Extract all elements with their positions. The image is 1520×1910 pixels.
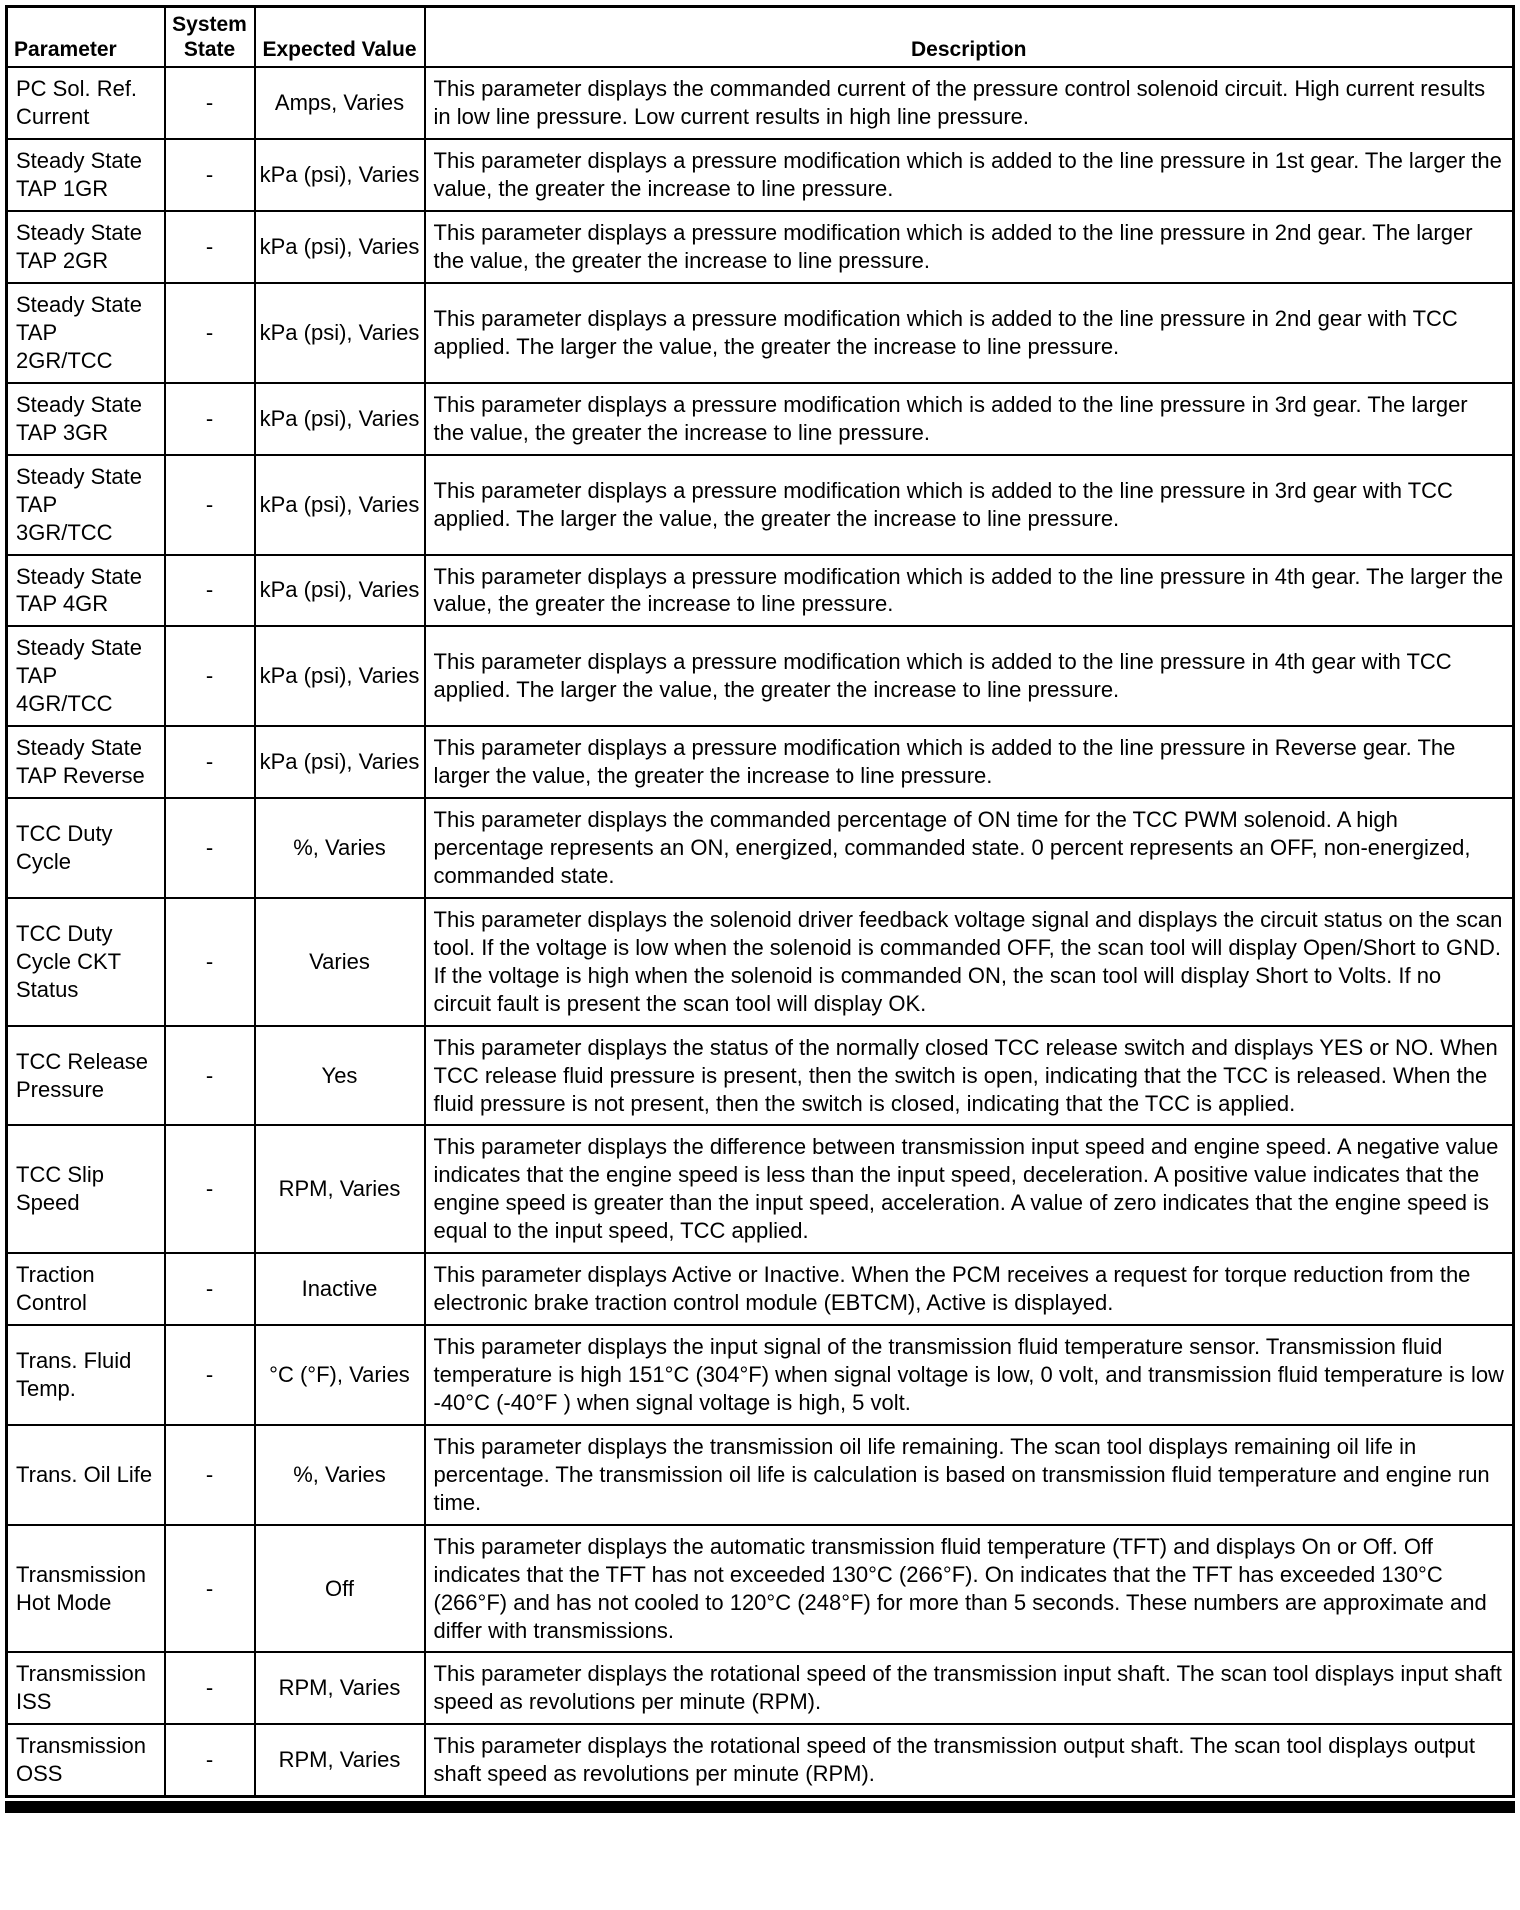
system-state-cell: - bbox=[165, 1125, 255, 1253]
table-row bbox=[7, 555, 1514, 627]
table-row bbox=[7, 211, 1514, 283]
parameter-cell: Trans. Oil Life bbox=[7, 1425, 165, 1525]
table-row bbox=[7, 383, 1514, 455]
parameter-cell: Steady State TAP 1GR bbox=[7, 139, 165, 211]
parameter-cell: Trans. Fluid Temp. bbox=[7, 1325, 165, 1425]
description-cell: This parameter displays a pressure modification which is added to the line pressure in 4th gear with TCC applied. The larger the value, the greater the increase to line pressure. bbox=[425, 626, 1514, 726]
system-state-cell: - bbox=[165, 1425, 255, 1525]
table-row bbox=[7, 455, 1514, 555]
expected-value-cell: Varies bbox=[255, 898, 425, 1026]
description-cell: This parameter displays the status of the normally closed TCC release switch and displays YES or NO. When TCC release fluid pressure is present, then the switch is open, indicating that the TCC is released. When the fluid pressure is not present, then the switch is closed, indicating that the TCC is applied. bbox=[425, 1026, 1514, 1126]
parameter-cell: Steady State TAP 3GR/TCC bbox=[7, 455, 165, 555]
expected-value-cell: Inactive bbox=[255, 1253, 425, 1325]
parameter-cell: PC Sol. Ref. Current bbox=[7, 67, 165, 139]
header-row bbox=[7, 7, 1514, 68]
system-state-cell: - bbox=[165, 1325, 255, 1425]
system-state-cell: - bbox=[165, 726, 255, 798]
description-cell: This parameter displays the solenoid driver feedback voltage signal and displays the circuit status on the scan tool. If the voltage is low when the solenoid is commanded OFF, the scan tool will display Open/Short to GND. If the voltage is high when the solenoid is commanded ON, the scan tool will display Short to Volts. If no circuit fault is present the scan tool will display OK. bbox=[425, 898, 1514, 1026]
system-state-cell: - bbox=[165, 1253, 255, 1325]
description-cell: This parameter displays a pressure modification which is added to the line pressure in 3rd gear with TCC applied. The larger the value, the greater the increase to line pressure. bbox=[425, 455, 1514, 555]
description-cell: This parameter displays Active or Inactive. When the PCM receives a request for torque reduction from the electronic brake traction control module (EBTCM), Active is displayed. bbox=[425, 1253, 1514, 1325]
system-state-cell: - bbox=[165, 383, 255, 455]
system-state-cell: - bbox=[165, 798, 255, 898]
system-state-cell: - bbox=[165, 139, 255, 211]
description-cell: This parameter displays the transmission oil life remaining. The scan tool displays remaining oil life in percentage. The transmission oil life is calculation is based on transmission fluid temperature and engine run time. bbox=[425, 1425, 1514, 1525]
parameter-cell: Steady State TAP 2GR/TCC bbox=[7, 283, 165, 383]
table-body bbox=[7, 67, 1514, 1796]
system-state-cell: - bbox=[165, 1724, 255, 1796]
expected-value-cell: Yes bbox=[255, 1026, 425, 1126]
system-state-cell: - bbox=[165, 1026, 255, 1126]
description-cell: This parameter displays the commanded current of the pressure control solenoid circuit. High current results in low line pressure. Low current results in high line pressure. bbox=[425, 67, 1514, 139]
parameter-cell: TCC Release Pressure bbox=[7, 1026, 165, 1126]
system-state-cell: - bbox=[165, 1652, 255, 1724]
expected-value-cell: °C (°F), Varies bbox=[255, 1325, 425, 1425]
table-row bbox=[7, 626, 1514, 726]
table-row bbox=[7, 1425, 1514, 1525]
description-cell: This parameter displays a pressure modification which is added to the line pressure in 1st gear. The larger the value, the greater the increase to line pressure. bbox=[425, 139, 1514, 211]
expected-value-cell: kPa (psi), Varies bbox=[255, 626, 425, 726]
description-cell: This parameter displays a pressure modification which is added to the line pressure in 4th gear. The larger the value, the greater the increase to line pressure. bbox=[425, 555, 1514, 627]
table-row bbox=[7, 1125, 1514, 1253]
parameter-cell: Traction Control bbox=[7, 1253, 165, 1325]
page-bottom-rule bbox=[5, 1801, 1515, 1813]
description-cell: This parameter displays a pressure modification which is added to the line pressure in Reverse gear. The larger the value, the greater the increase to line pressure. bbox=[425, 726, 1514, 798]
parameter-cell: Transmission Hot Mode bbox=[7, 1525, 165, 1653]
expected-value-cell: kPa (psi), Varies bbox=[255, 383, 425, 455]
parameter-cell: TCC Slip Speed bbox=[7, 1125, 165, 1253]
description-cell: This parameter displays a pressure modification which is added to the line pressure in 3rd gear. The larger the value, the greater the increase to line pressure. bbox=[425, 383, 1514, 455]
expected-value-cell: Off bbox=[255, 1525, 425, 1653]
table-row bbox=[7, 67, 1514, 139]
parameter-cell: Transmission OSS bbox=[7, 1724, 165, 1796]
header-parameter: Parameter bbox=[7, 7, 165, 68]
parameter-table bbox=[5, 5, 1515, 1798]
table-row bbox=[7, 898, 1514, 1026]
header-description: Description bbox=[425, 7, 1514, 68]
system-state-cell: - bbox=[165, 555, 255, 627]
description-cell: This parameter displays the difference between transmission input speed and engine speed. A negative value indicates that the engine speed is less than the input speed, deceleration. A positive value indicates that the engine speed is greater than the input speed, acceleration. A value of zero indicates that the engine speed is equal to the input speed, TCC applied. bbox=[425, 1125, 1514, 1253]
expected-value-cell: %, Varies bbox=[255, 1425, 425, 1525]
description-cell: This parameter displays a pressure modification which is added to the line pressure in 2nd gear with TCC applied. The larger the value, the greater the increase to line pressure. bbox=[425, 283, 1514, 383]
parameter-cell: Steady State TAP 4GR bbox=[7, 555, 165, 627]
description-cell: This parameter displays a pressure modification which is added to the line pressure in 2nd gear. The larger the value, the greater the increase to line pressure. bbox=[425, 211, 1514, 283]
system-state-cell: - bbox=[165, 898, 255, 1026]
expected-value-cell: kPa (psi), Varies bbox=[255, 283, 425, 383]
expected-value-cell: RPM, Varies bbox=[255, 1125, 425, 1253]
table-row bbox=[7, 283, 1514, 383]
table-row bbox=[7, 1525, 1514, 1653]
parameter-cell: Steady State TAP 2GR bbox=[7, 211, 165, 283]
table-row bbox=[7, 1724, 1514, 1796]
parameter-cell: TCC Duty Cycle bbox=[7, 798, 165, 898]
table-row bbox=[7, 1325, 1514, 1425]
expected-value-cell: kPa (psi), Varies bbox=[255, 139, 425, 211]
parameter-cell: Steady State TAP 4GR/TCC bbox=[7, 626, 165, 726]
expected-value-cell: RPM, Varies bbox=[255, 1724, 425, 1796]
table-row bbox=[7, 1652, 1514, 1724]
table-row bbox=[7, 139, 1514, 211]
table-row bbox=[7, 1026, 1514, 1126]
expected-value-cell: kPa (psi), Varies bbox=[255, 726, 425, 798]
expected-value-cell: %, Varies bbox=[255, 798, 425, 898]
expected-value-cell: Amps, Varies bbox=[255, 67, 425, 139]
expected-value-cell: kPa (psi), Varies bbox=[255, 555, 425, 627]
parameter-cell: TCC Duty Cycle CKT Status bbox=[7, 898, 165, 1026]
header-expected-value: Expected Value bbox=[255, 7, 425, 68]
description-cell: This parameter displays the commanded percentage of ON time for the TCC PWM solenoid. A high percentage represents an ON, energized, commanded state. 0 percent represents an OFF, non-energized, commanded state. bbox=[425, 798, 1514, 898]
parameter-cell: Steady State TAP Reverse bbox=[7, 726, 165, 798]
system-state-cell: - bbox=[165, 211, 255, 283]
system-state-cell: - bbox=[165, 283, 255, 383]
system-state-cell: - bbox=[165, 626, 255, 726]
expected-value-cell: kPa (psi), Varies bbox=[255, 455, 425, 555]
system-state-cell: - bbox=[165, 1525, 255, 1653]
expected-value-cell: RPM, Varies bbox=[255, 1652, 425, 1724]
table-row bbox=[7, 798, 1514, 898]
description-cell: This parameter displays the input signal of the transmission fluid temperature sensor. Transmission fluid temperature is high 151°C (304°F) when signal voltage is low, 0 volt, and transmission fluid temperature is low -40°C (-40°F ) when signal voltage is high, 5 volt. bbox=[425, 1325, 1514, 1425]
system-state-cell: - bbox=[165, 67, 255, 139]
expected-value-cell: kPa (psi), Varies bbox=[255, 211, 425, 283]
description-cell: This parameter displays the automatic transmission fluid temperature (TFT) and displays On or Off. Off indicates that the TFT has not exceeded 130°C (266°F). On indicates that the TFT has exceeded 130°C (266°F) and has not cooled to 120°C (248°F) for more than 5 seconds. These numbers are approximate and differ with transmissions. bbox=[425, 1525, 1514, 1653]
description-cell: This parameter displays the rotational speed of the transmission input shaft. The scan tool displays input shaft speed as revolutions per minute (RPM). bbox=[425, 1652, 1514, 1724]
parameter-cell: Steady State TAP 3GR bbox=[7, 383, 165, 455]
description-cell: This parameter displays the rotational speed of the transmission output shaft. The scan tool displays output shaft speed as revolutions per minute (RPM). bbox=[425, 1724, 1514, 1796]
header-system-state: System State bbox=[165, 7, 255, 68]
table-row bbox=[7, 726, 1514, 798]
parameter-cell: Transmission ISS bbox=[7, 1652, 165, 1724]
system-state-cell: - bbox=[165, 455, 255, 555]
table-row bbox=[7, 1253, 1514, 1325]
